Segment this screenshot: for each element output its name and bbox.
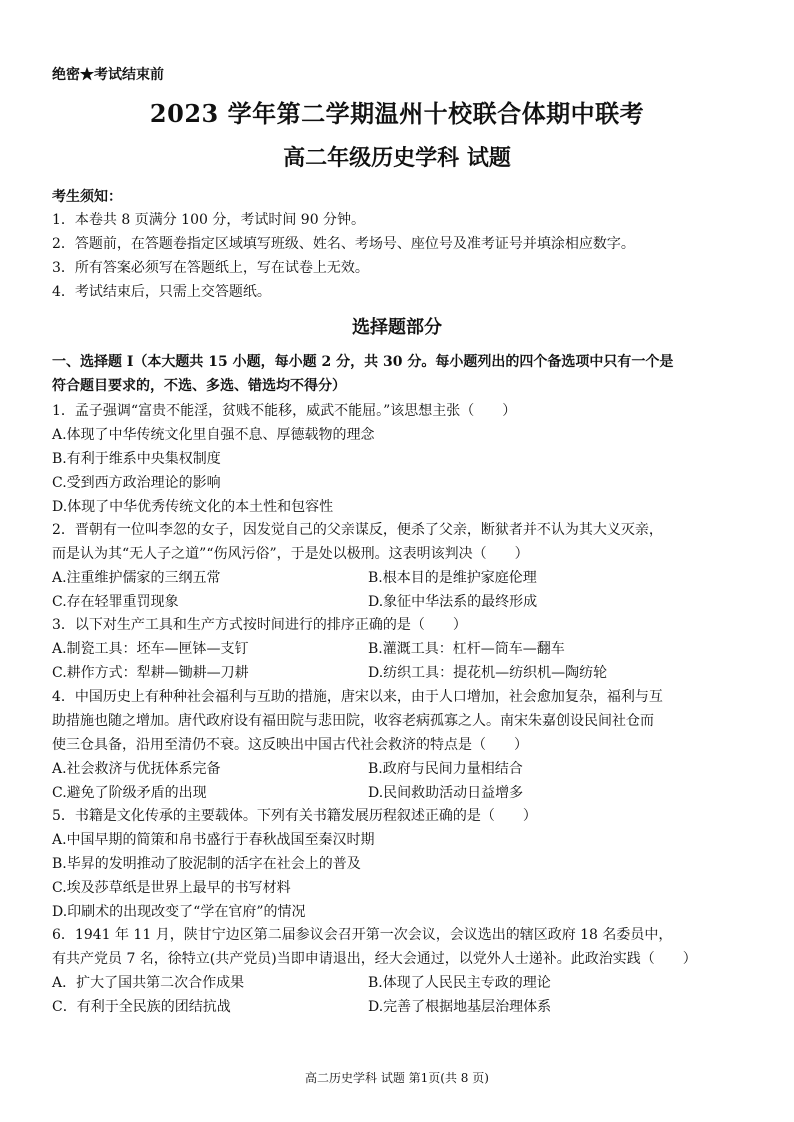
- q2-option-c: C.存在轻罪重罚现象: [52, 594, 179, 610]
- q4-stem-3: 使三仓具备，沿用至清仍不衰。这反映出中国古代社会救济的特点是（ ）: [52, 737, 528, 753]
- q5-option-d: D.印刷术的出现改变了“学在官府”的情况: [52, 904, 306, 920]
- exam-title: 2023 学年第二学期温州十校联合体期中联考: [149, 99, 645, 128]
- q6-stem-2: 有共产党员 7 名，徐特立(共产党员)当即申请退出，经大会通过，以党外人士递补。此政治实践（ ）: [52, 951, 697, 967]
- section-instruction-1: 一、选择题 I（本大题共 15 小题，每小题 2 分，共 30 分。每小题列出的四个备选项中只有一个是: [52, 354, 674, 370]
- q5-stem: 5．书籍是文化传承的主要载体。下列有关书籍发展历程叙述正确的是（ ）: [52, 808, 537, 824]
- q2-stem-2: 而是认为其“无人子之道”“伤风污俗”，于是处以极刑。这表明该判决（ ）: [52, 546, 529, 562]
- q4-stem-1: 4．中国历史上有种种社会福利与互助的措施，唐宋以来，由于人口增加，社会愈加复杂，福利与互: [52, 689, 663, 705]
- q2-option-d: D.象征中华法系的最终形成: [368, 594, 538, 610]
- q3-option-d: D.纺织工具：提花机—纺织机—陶纺轮: [368, 665, 608, 681]
- q2-option-b: B.根本目的是维护家庭伦理: [368, 570, 537, 586]
- q1-option-d: D.体现了中华优秀传统文化的本土性和包容性: [52, 499, 334, 515]
- q3-option-b: B.灌溉工具：杠杆—筒车—翻车: [368, 641, 565, 657]
- q6-option-d: D.完善了根据地基层治理体系: [368, 999, 552, 1015]
- q6-stem-1: 6．1941 年 11 月，陕甘宁边区第二届参议会召开第一次会议，会议选出的辖区政府 18 名委员中，: [52, 927, 673, 943]
- notice-item-1: 1．本卷共 8 页满分 100 分，考试时间 90 分钟。: [52, 212, 366, 228]
- q4-stem-2: 助措施也随之增加。唐代政府设有福田院与悲田院，收容老病孤寡之人。南宋朱嘉创设民间社仓而: [52, 713, 654, 729]
- q3-option-a: A.制瓷工具：坯车—匣钵—支钉: [52, 641, 249, 657]
- notice-heading: 考生须知：: [52, 189, 122, 205]
- q3-stem: 3．以下对生产工具和生产方式按时间进行的排序正确的是（ ）: [52, 617, 467, 633]
- q1-option-b: B.有利于维系中央集权制度: [52, 451, 221, 467]
- q4-option-b: B.政府与民间力量相结合: [368, 761, 523, 777]
- q2-option-a: A.注重维护儒家的三纲五常: [52, 570, 221, 586]
- notice-item-3: 3．所有答案必须写在答题纸上，写在试卷上无效。: [52, 260, 369, 276]
- q2-stem-1: 2．晋朝有一位叫李忽的女子，因发觉自己的父亲谋反，便杀了父亲，断狱者并不认为其大义灭亲，: [52, 522, 663, 538]
- q3-option-c: C.耕作方式：犁耕—锄耕—刀耕: [52, 665, 249, 681]
- q4-option-d: D.民间救助活动日益增多: [368, 785, 524, 801]
- q5-option-a: A.中国早期的简策和帛书盛行于春秋战国至秦汉时期: [52, 832, 375, 848]
- q1-option-a: A.体现了中华传统文化里自强不息、厚德载物的理念: [52, 427, 375, 443]
- q6-option-a: A．扩大了国共第二次合作成果: [52, 975, 245, 991]
- notice-item-2: 2．答题前，在答题卷指定区域填写班级、姓名、考场号、座位号及准考证号并填涂相应数字。: [52, 236, 635, 252]
- secret-label: 绝密★考试结束前: [52, 67, 164, 83]
- q4-option-c: C.避免了阶级矛盾的出现: [52, 785, 207, 801]
- page-footer: 高二历史学科 试题 第1页(共 8 页): [305, 1071, 489, 1085]
- exam-subtitle: 高二年级历史学科 试题: [283, 145, 511, 171]
- q1-option-c: C.受到西方政治理论的影响: [52, 475, 221, 491]
- q5-option-b: B.毕昇的发明推动了胶泥制的活字在社会上的普及: [52, 856, 361, 872]
- notice-item-4: 4．考试结束后，只需上交答题纸。: [52, 284, 271, 300]
- q5-option-c: C.埃及莎草纸是世界上最早的书写材料: [52, 880, 291, 896]
- section-instruction-2: 符合题目要求的，不选、多选、错选均不得分）: [52, 378, 346, 394]
- q6-option-c: C．有利于全民族的团结抗战: [52, 999, 231, 1015]
- section-title: 选择题部分: [352, 317, 442, 338]
- q6-option-b: B.体现了人民民主专政的理论: [368, 975, 551, 991]
- q4-option-a: A.社会救济与优抚体系完备: [52, 761, 221, 777]
- q1-stem: 1．孟子强调“富贵不能淫，贫贱不能移，威武不能屈。”该思想主张（ ）: [52, 403, 517, 419]
